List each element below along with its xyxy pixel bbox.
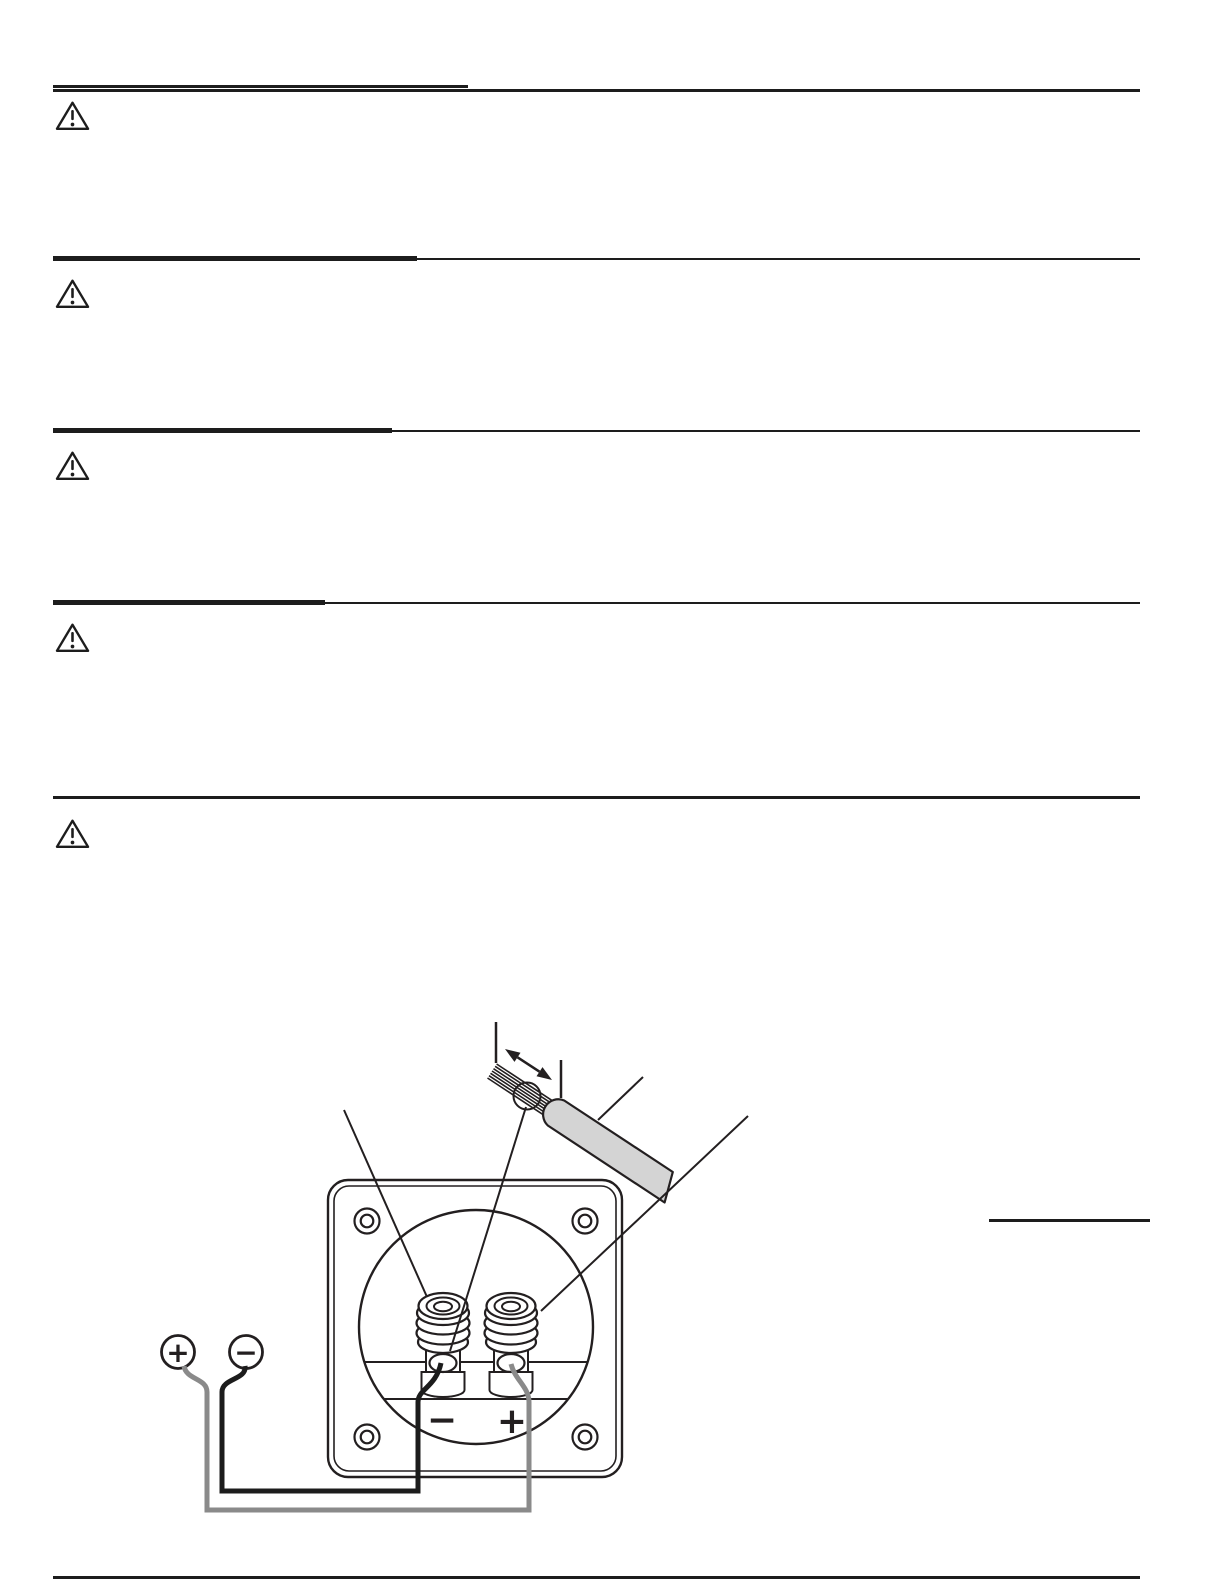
leader-to-insulation bbox=[598, 1077, 643, 1120]
source-polarity-symbols bbox=[162, 1336, 263, 1370]
binding-post-negative bbox=[417, 1293, 470, 1397]
terminal-positive-label: + bbox=[496, 1401, 528, 1442]
strip-length-arrow bbox=[505, 1049, 552, 1080]
wire-hole bbox=[430, 1354, 457, 1372]
terminal-negative-label: − bbox=[426, 1400, 458, 1441]
source-negative-symbol: − bbox=[234, 1336, 258, 1369]
terminal-cup-circle bbox=[359, 1210, 593, 1444]
source-positive-symbol: + bbox=[166, 1336, 190, 1369]
binding-post-positive bbox=[485, 1293, 538, 1397]
